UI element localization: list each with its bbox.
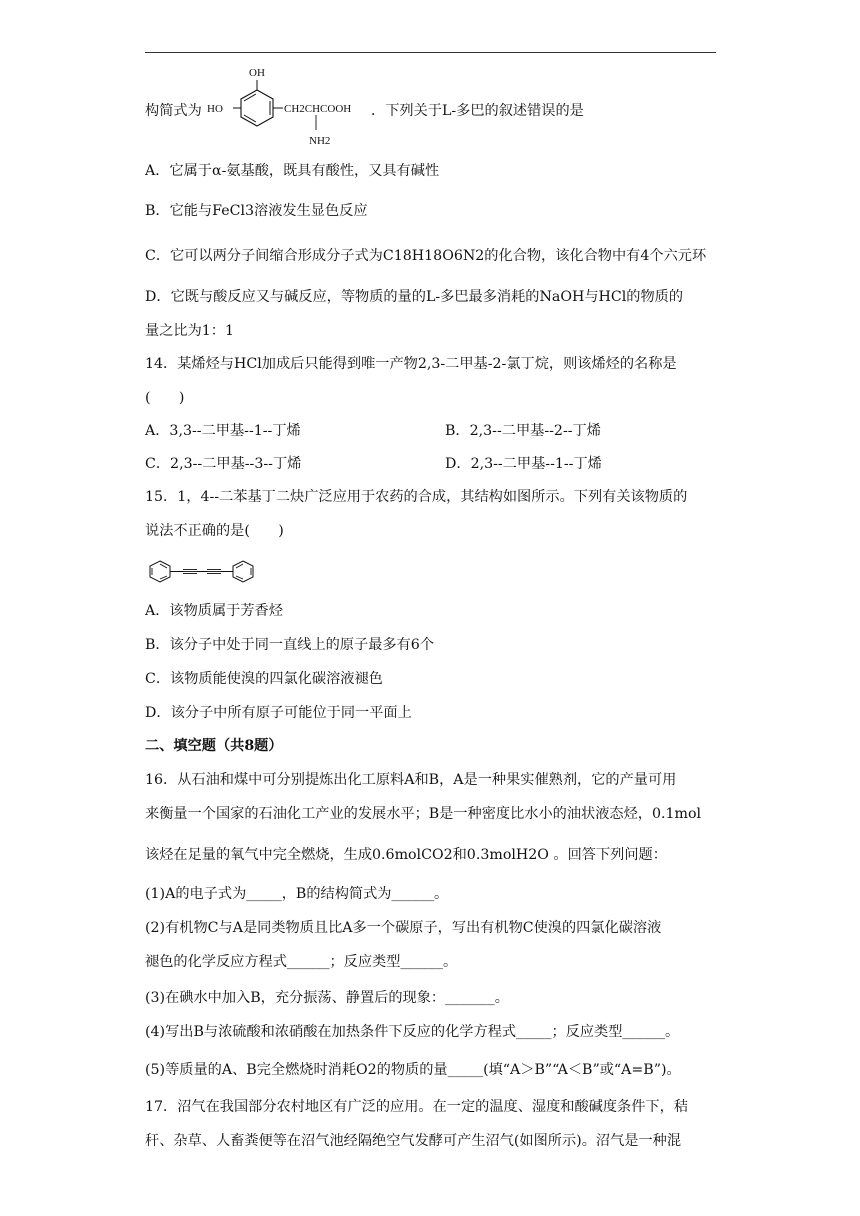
q15-option-c: C．该物质能使溴的四氯化碳溶液褪色 xyxy=(145,671,383,687)
ho-left-label: HO xyxy=(207,103,223,115)
q16-sub5: (5)等质量的A、B完全燃烧时消耗O2的物质的量_____(填“A＞B”“A＜B”或“A=B”)。 xyxy=(145,1062,681,1078)
q15-stem-line1: 15．1，4--二苯基丁二炔广泛应用于农药的合成，其结构如图所示。下列有关该物质的 xyxy=(145,489,688,505)
q14-stem-line1: 14．某烯烃与HCl加成后只能得到唯一产物2,3-二甲基-2-氯丁烷，则该烯烃的名称是 xyxy=(145,356,677,372)
q16-sub2-line2: 褪色的化学反应方程式______；反应类型______。 xyxy=(145,954,458,970)
q13-stem-prefix: 构简式为 xyxy=(145,103,202,119)
oh-top-label: OH xyxy=(249,67,265,79)
q14-option-d: D．2,3--二甲基--1--丁烯 xyxy=(445,456,602,472)
q15-option-a: A．该物质属于芳香烃 xyxy=(145,603,283,619)
q15-option-b: B．该分子中处于同一直线上的原子最多有6个 xyxy=(145,637,435,653)
q17-line1: 17．沼气在我国部分农村地区有广泛的应用。在一定的温度、湿度和酸碱度条件下，秸 xyxy=(145,1099,688,1115)
q14-option-a: A．3,3--二甲基--1--丁烯 xyxy=(145,423,301,439)
header-rule xyxy=(145,52,716,53)
section-heading: 二、填空题（共8题） xyxy=(145,738,283,754)
q14-stem-line2: ( ) xyxy=(145,390,185,406)
q15-option-d: D．该分子中所有原子可能位于同一平面上 xyxy=(145,705,412,721)
q13-option-c: C．它可以两分子间缩合形成分子式为C18H18O6N2的化合物，该化合物中有4个六元环 xyxy=(145,248,707,264)
q15-stem-line2: 说法不正确的是( ) xyxy=(145,523,284,539)
q16-sub1: (1)A的电子式为_____，B的结构简式为______。 xyxy=(145,886,449,902)
nh2-label: NH2 xyxy=(309,135,331,147)
side-chain-label: CH2CHCOOH xyxy=(284,103,352,115)
q16-sub4: (4)写出B与浓硫酸和浓硝酸在加热条件下反应的化学方程式_____；反应类型______。 xyxy=(145,1024,680,1040)
q13-option-d-line1: D．它既与酸反应又与碱反应，等物质的量的L-多巴最多消耗的NaOH与HCl的物质的 xyxy=(145,289,684,305)
q16-sub2-line1: (2)有机物C与A是同类物质且比A多一个碳原子，写出有机物C使溴的四氯化碳溶液 xyxy=(145,920,662,936)
q16-line3: 该烃在足量的氧气中完全燃烧，生成0.6molCO2和0.3molH2O 。回答下列问题： xyxy=(145,847,667,863)
q16-line1: 16．从石油和煤中可分别提炼出化工原料A和B，A是一种果实催熟剂，它的产量可用 xyxy=(145,772,677,788)
l-dopa-structure xyxy=(205,62,352,152)
q14-option-b: B．2,3--二甲基--2--丁烯 xyxy=(445,423,601,439)
diphenylbutadiyne-structure xyxy=(145,557,265,587)
q13-stem-suffix: ．下列关于L-多巴的叙述错误的是 xyxy=(371,103,584,119)
q13-option-a: A．它属于α-氨基酸，既具有酸性，又具有碱性 xyxy=(145,163,440,179)
q16-line2: 来衡量一个国家的石油化工产业的发展水平；B是一种密度比水小的油状液态烃，0.1mol xyxy=(145,806,702,822)
q13-option-d-line2: 量之比为1：1 xyxy=(145,323,234,339)
q13-option-b: B．它能与FeCl3溶液发生显色反应 xyxy=(145,203,368,219)
q16-sub3: (3)在碘水中加入B，充分振荡、静置后的现象：_______。 xyxy=(145,990,509,1006)
q17-line2: 秆、杂草、人畜粪便等在沼气池经隔绝空气发酵可产生沼气(如图所示)。沼气是一种混 xyxy=(145,1133,682,1149)
q14-option-c: C．2,3--二甲基--3--丁烯 xyxy=(145,456,302,472)
